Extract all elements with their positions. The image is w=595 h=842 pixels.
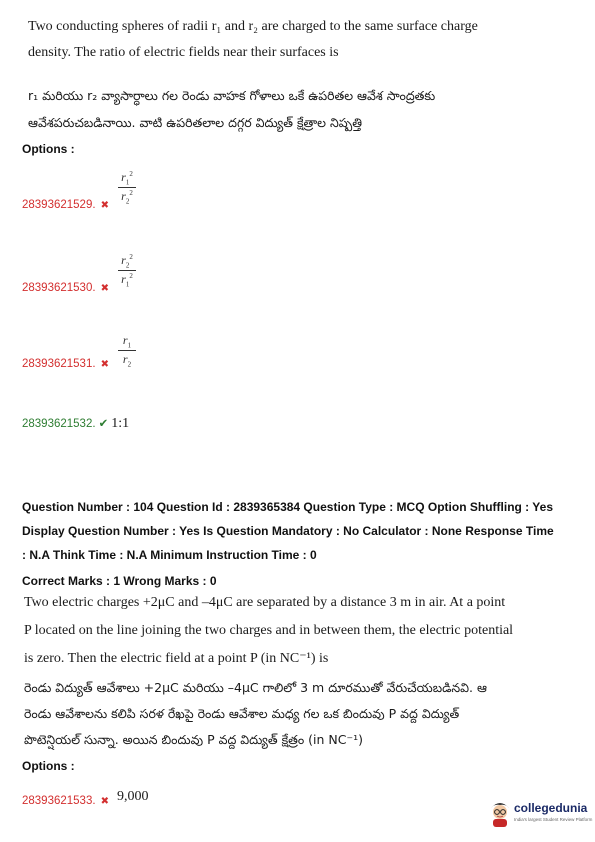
numerator-symbol: r	[121, 170, 126, 184]
q104-marks: Correct Marks : 1 Wrong Marks : 0	[22, 574, 217, 588]
q104-option-1[interactable]	[22, 789, 149, 809]
q104-meta-line-2: Display Question Number : Yes Is Question Mandatory : No Calculator : None Response Time	[22, 524, 554, 538]
q104-english-line-3: is zero. Then the electric field at a point P (in NC⁻¹) is	[24, 651, 329, 666]
q103-option-1-fraction: $r_1^2$ $r_2^2$	[118, 170, 136, 206]
option-id: 28393621532.	[22, 418, 96, 430]
q104-meta-line-3: : N.A Think Time : N.A Minimum Instruction Time : 0	[22, 548, 317, 562]
q103-option-3-fraction: $r_1$ $r_2$	[118, 333, 136, 369]
option-id: 28393621531.	[22, 358, 96, 370]
numerator-symbol: r	[122, 333, 128, 347]
student-mascot-icon	[488, 798, 512, 828]
wrong-icon: ✖	[100, 283, 109, 294]
option-id: 28393621529.	[22, 199, 96, 211]
denominator-symbol: r	[121, 272, 126, 287]
denominator-symbol: r	[122, 352, 128, 367]
q103-option-4[interactable]	[22, 416, 129, 432]
wrong-icon: ✖	[100, 359, 109, 370]
wrong-icon: ✖	[100, 200, 109, 211]
q104-telugu-line-3: పొటెన్షియల్ సున్నా. అయిన బిందువు P వద్ద విద్యుత్ క్షేత్రం (in NC⁻¹)	[24, 732, 363, 747]
logo-tagline: India's largest Student Review Platform	[514, 817, 593, 822]
q103-english-line-2: density. The ratio of electric fields near their surfaces is	[28, 45, 339, 60]
q104-meta-line-1: Question Number : 104 Question Id : 2839365384 Question Type : MCQ Option Shuffling : Yes	[22, 500, 553, 514]
q104-english-line-1: Two electric charges +2μC and –4μC are separated by a distance 3 m in air. At a point	[24, 595, 506, 610]
q103-option-1[interactable]	[22, 199, 109, 211]
fraction-bar	[118, 350, 136, 351]
q103-option-2-fraction: $r_2^2$ $r_1^2$	[118, 253, 136, 289]
q104-english-line-2: P located on the line joining the two charges and in between them, the electric potential	[24, 623, 514, 638]
q104-options-label: Options :	[22, 759, 75, 773]
option-value: 1:1	[111, 416, 130, 431]
option-id: 28393621530.	[22, 282, 96, 294]
q103-option-2[interactable]	[22, 282, 109, 294]
q103-telugu-line-1: r₁ మరియు r₂ వ్యాసార్ధాలు గల రెండు వాహక గోళాలు ఒకే ఉపరితల ఆవేశ సాంద్రతకు	[28, 88, 436, 103]
q104-telugu-line-2: రెండు ఆవేశాలను కలిపి సరళ రేఖపై రెండు ఆవేశాల మధ్య గల ఒక బిందువు P వద్ద విద్యుత్	[24, 706, 460, 721]
q103-telugu-line-2: ఆవేశపరుచబడినాయి. వాటి ఉపరితలాల దగ్గర విద్యుత్ క్షేత్రాల నిష్పత్తి	[28, 115, 362, 130]
check-icon: ✔	[98, 418, 109, 430]
numerator-symbol: r	[121, 253, 126, 267]
q104-telugu-line-1: రెండు విద్యుత్ ఆవేశాలు +2μC మరియు –4μC గాలిలో 3 m దూరముతో వేరుచేయబడినవి. ఆ	[24, 680, 487, 695]
wrong-icon: ✖	[100, 796, 109, 807]
q103-english-line-1: Two conducting spheres of radii r₁ and r₂ are charged to the same surface charge	[28, 19, 478, 34]
q103-option-3[interactable]	[22, 358, 109, 370]
fraction-bar	[118, 187, 136, 188]
option-id: 28393621533.	[22, 795, 96, 807]
denominator-symbol: r	[121, 189, 126, 204]
option-value: 9,000	[116, 789, 149, 804]
fraction-bar	[118, 270, 136, 271]
logo-name: collegedunia	[514, 801, 588, 815]
collegedunia-logo[interactable]	[488, 796, 592, 832]
q103-options-label: Options :	[22, 142, 75, 156]
